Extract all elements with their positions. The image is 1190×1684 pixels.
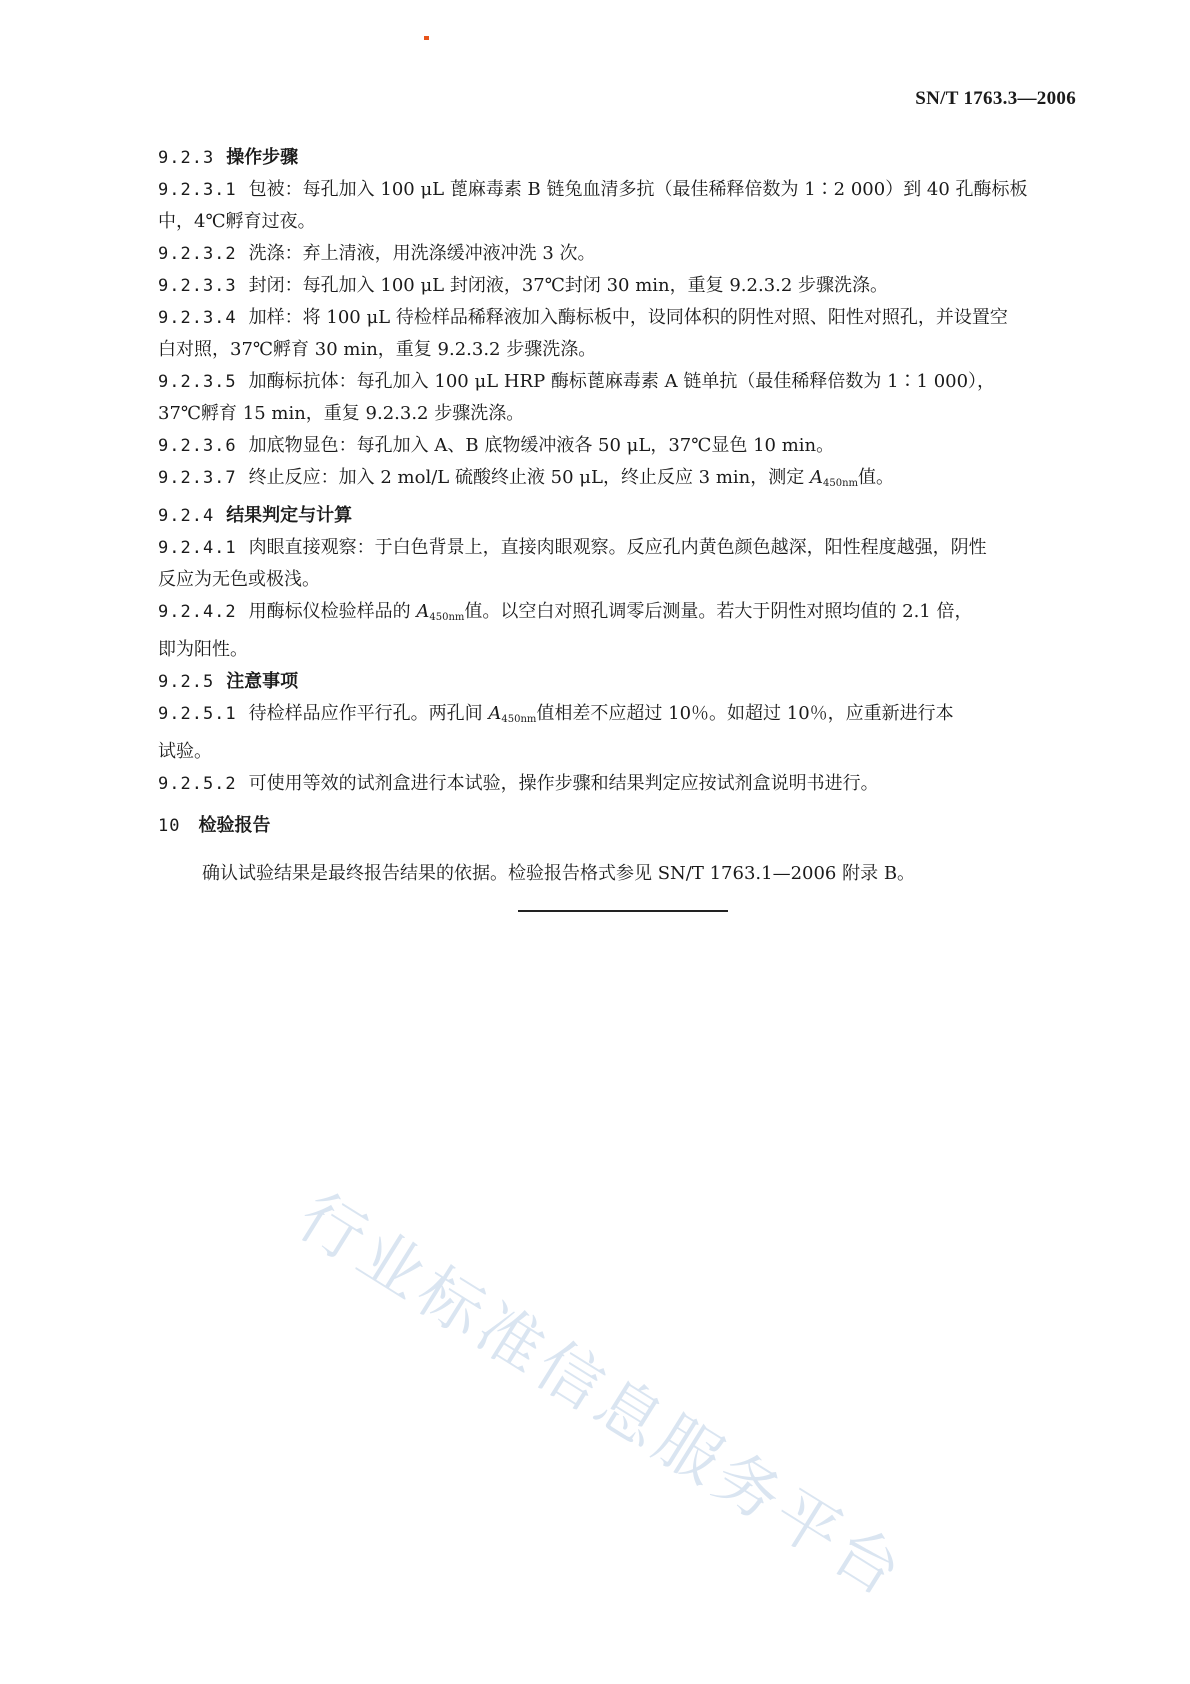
clause-text-line-1: 肉眼直接观察：于白色背景上，直接肉眼观察。反应孔内黄色颜色越深，阳性程度越强，阴性 [248, 537, 987, 558]
standard-code: SN/T 1763.3—2006 [915, 88, 1076, 109]
clause-number: 9.2.3.7 [158, 468, 237, 488]
clause-number: 9.2.4.2 [158, 602, 237, 622]
clause-text-before: 终止反应：加入 2 mol/L 硫酸终止液 50 μL，终止反应 3 min，测定 [248, 467, 810, 488]
clause-number: 9.2.3.6 [158, 436, 237, 456]
section-heading-9-2-3 [158, 142, 1086, 174]
section-title: 操作步骤 [226, 147, 299, 168]
clause-9-2-5-1 [158, 698, 1086, 736]
clause-text-line-1: 包被：每孔加入 100 μL 蓖麻毒素 B 链兔血清多抗（最佳稀释倍数为 1∶2 000）到 40 孔酶标板 [248, 179, 1028, 200]
section-heading-9-2-4 [158, 500, 1086, 532]
absorbance-symbol: A [488, 703, 502, 724]
clause-9-2-4-1 [158, 532, 1086, 564]
clause-9-2-3-7 [158, 462, 1086, 500]
clause-9-2-3-5 [158, 366, 1086, 398]
clause-text-line-2: 中，4℃孵育过夜。 [158, 211, 316, 232]
clause-text-before: 用酶标仪检验样品的 [248, 601, 417, 622]
clause-text-after: 值相差不应超过 10％。如超过 10％，应重新进行本 [536, 703, 954, 724]
clause-9-2-3-6 [158, 430, 1086, 462]
clause-number: 9.2.5.1 [158, 704, 237, 724]
clause-text-line-1: 加酶标抗体：每孔加入 100 μL HRP 酶标蓖麻毒素 A 链单抗（最佳稀释倍数为 1∶1 000）， [248, 371, 996, 392]
clause-9-2-4-1-cont [158, 564, 1086, 596]
clause-text-line-2: 白对照，37℃孵育 30 min，重复 9.2.3.2 步骤洗涤。 [158, 339, 597, 360]
section-number: 9.2.5 [158, 672, 215, 692]
clause-9-2-4-2-cont [158, 634, 1086, 666]
clause-9-2-3-1-cont [158, 206, 1086, 238]
clause-9-2-3-1 [158, 174, 1086, 206]
watermark-text: 行业标准信息服务平台 [285, 1179, 919, 1614]
clause-text-line-1: 加底物显色：每孔加入 A、B 底物缓冲液各 50 μL，37℃显色 10 min。 [248, 435, 835, 456]
section-title: 结果判定与计算 [226, 505, 353, 526]
clause-text-line-1: 加样：将 100 μL 待检样品稀释液加入酶标板中，设同体积的阴性对照、阳性对照孔，并设置空 [248, 307, 1008, 328]
clause-text-line-1: 洗涤：弃上清液，用洗涤缓冲液冲洗 3 次。 [248, 243, 596, 264]
clause-9-2-3-4-cont [158, 334, 1086, 366]
clause-number: 9.2.3.4 [158, 308, 237, 328]
clause-text-line-1: 封闭：每孔加入 100 μL 封闭液，37℃封闭 30 min，重复 9.2.3.2 步骤洗涤。 [248, 275, 889, 296]
clause-9-2-3-2 [158, 238, 1086, 270]
clause-9-2-3-5-cont [158, 398, 1086, 430]
absorbance-symbol: A [416, 601, 430, 622]
clause-text-before: 待检样品应作平行孔。两孔间 [248, 703, 489, 724]
section-number: 9.2.3 [158, 148, 215, 168]
clause-9-2-5-2 [158, 768, 1086, 800]
chapter-10-body: 确认试验结果是最终报告结果的依据。检验报告格式参见 SN/T 1763.1—2006 附录 B。 [202, 863, 916, 884]
document-body [158, 142, 1086, 890]
clause-text-line-2: 试验。 [158, 741, 212, 762]
clause-9-2-5-1-cont [158, 736, 1086, 768]
clause-9-2-3-4 [158, 302, 1086, 334]
clause-text-after: 值。以空白对照孔调零后测量。若大于阴性对照均值的 2.1 倍， [464, 601, 973, 622]
absorbance-subscript: 450nm [823, 478, 859, 489]
clause-number: 9.2.3.5 [158, 372, 237, 392]
section-title: 注意事项 [226, 671, 299, 692]
absorbance-subscript: 450nm [501, 714, 537, 725]
end-of-document-rule [518, 910, 728, 912]
clause-text-after: 值。 [858, 467, 895, 488]
clause-text-line-2: 即为阳性。 [158, 639, 248, 660]
clause-text-line-2: 反应为无色或极浅。 [158, 569, 320, 590]
clause-9-2-4-2 [158, 596, 1086, 634]
clause-number: 9.2.5.2 [158, 774, 237, 794]
clause-9-2-3-3 [158, 270, 1086, 302]
absorbance-subscript: 450nm [429, 612, 465, 623]
clause-number: 9.2.3.2 [158, 244, 237, 264]
clause-number: 9.2.3.3 [158, 276, 237, 296]
chapter-title: 检验报告 [198, 815, 271, 836]
clause-number: 9.2.3.1 [158, 180, 237, 200]
orange-mark [424, 36, 429, 40]
clause-number: 9.2.4.1 [158, 538, 237, 558]
section-number: 9.2.4 [158, 506, 215, 526]
chapter-number: 10 [158, 816, 181, 836]
clause-text-line-2: 37℃孵育 15 min，重复 9.2.3.2 步骤洗涤。 [158, 403, 525, 424]
section-heading-9-2-5 [158, 666, 1086, 698]
chapter-heading-10 [158, 810, 1086, 842]
absorbance-symbol: A [810, 467, 823, 488]
clause-text-line-1: 可使用等效的试剂盒进行本试验，操作步骤和结果判定应按试剂盒说明书进行。 [248, 773, 879, 794]
